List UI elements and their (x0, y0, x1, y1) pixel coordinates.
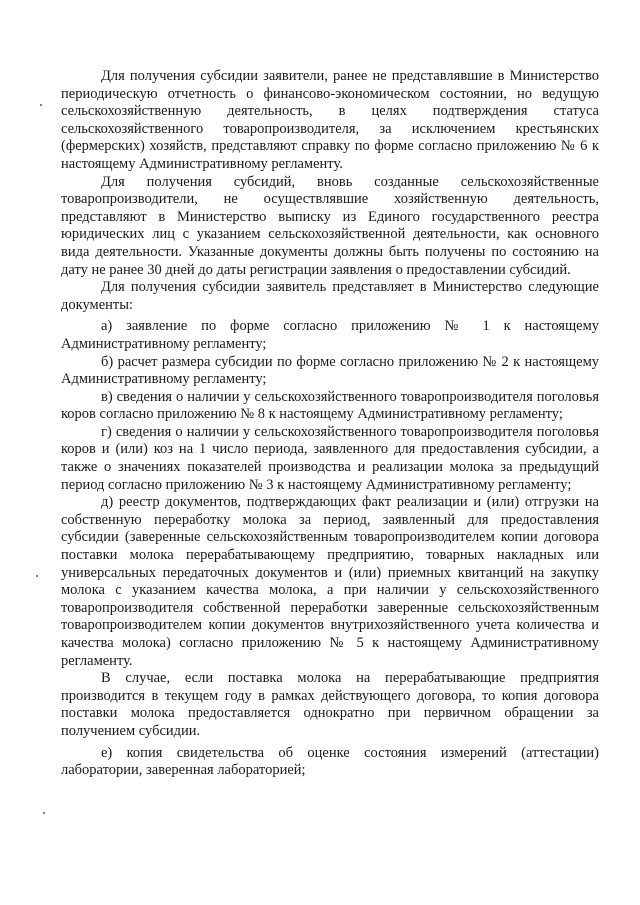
paragraph-contract-note: В случае, если поставка молока на перерабатывающие предприятия производится в текущем году в рамках действующего договора, то копия договора поставки молока предоставляется однократно при первичном обращении за получением субсидии. (61, 670, 599, 739)
list-item-v: в) сведения о наличии у сельскохозяйственного товаропроизводителя поголовья коров согласно приложению № 8 к настоящему Административному регламенту; (61, 388, 599, 423)
document-body (61, 68, 599, 780)
list-item-b: б) расчет размера субсидии по форме согласно приложению № 2 к настоящему Административному регламенту; (61, 353, 599, 388)
paragraph-documents-intro: Для получения субсидии заявитель представляет в Министерство следующие документы: (61, 279, 599, 313)
scan-speck (43, 812, 45, 814)
list-item-d: д) реестр документов, подтверждающих факт реализации и (или) отгрузки на собственную переработку молока за период, заявленный для предоставления субсидии (заверенные сельскохозяйственным товаропроизводителем копии договора поставки молока перерабатывающему предприятию, товарных накладных или универсальных передаточных документов и (или) приемных квитанций на закупку молока с указанием качества молока, а при наличии у сельскохозяйственного товаропроизводителя собственной переработки заверенные сельскохозяйственным товаропроизводителем копии документов внутрихозяйственного учета количества и качества молока) согласно приложению № 5 к настоящему Административному регламенту. (61, 494, 599, 669)
scan-speck (40, 104, 42, 106)
paragraph-new-producers: Для получения субсидий, вновь созданные сельскохозяйственные товаропроизводители, не осуществлявшие хозяйственную деятельность, представляют в Министерство выписку из Единого государственного реестра юридических лиц с указанием сельскохозяйственной деятельности, как основного вида деятельности. Указанные документы должны быть получены по состоянию на дату не ранее 30 дней до даты регистрации заявления о предоставлении субсидий. (61, 173, 599, 278)
scan-speck (36, 575, 38, 577)
list-item-g: г) сведения о наличии у сельскохозяйственного товаропроизводителя поголовья коров и (или) коз на 1 число периода, заявленного для предоставления субсидии, а также о значениях показателей производства и реализации молока за предыдущий период согласно приложению № 3 к настоящему Административному регламенту; (61, 423, 599, 493)
list-item-e: е) копия свидетельства об оценке состояния измерений (аттестации) лаборатории, заверенная лабораторией; (61, 744, 599, 779)
paragraph-reporting-certificate: Для получения субсидии заявители, ранее не представлявшие в Министерство периодическую отчетность о финансово-экономическом состоянии, но ведущую сельскохозяйственную деятельность, в целях подтверждения статуса сельскохозяйственного товаропроизводителя, за исключением крестьянских (фермерских) хозяйств, представляют справку по форме согласно приложению № 6 к настоящему Административному регламенту. (61, 68, 599, 172)
list-item-a: а) заявление по форме согласно приложению № 1 к настоящему Административному регламенту; (61, 318, 599, 352)
